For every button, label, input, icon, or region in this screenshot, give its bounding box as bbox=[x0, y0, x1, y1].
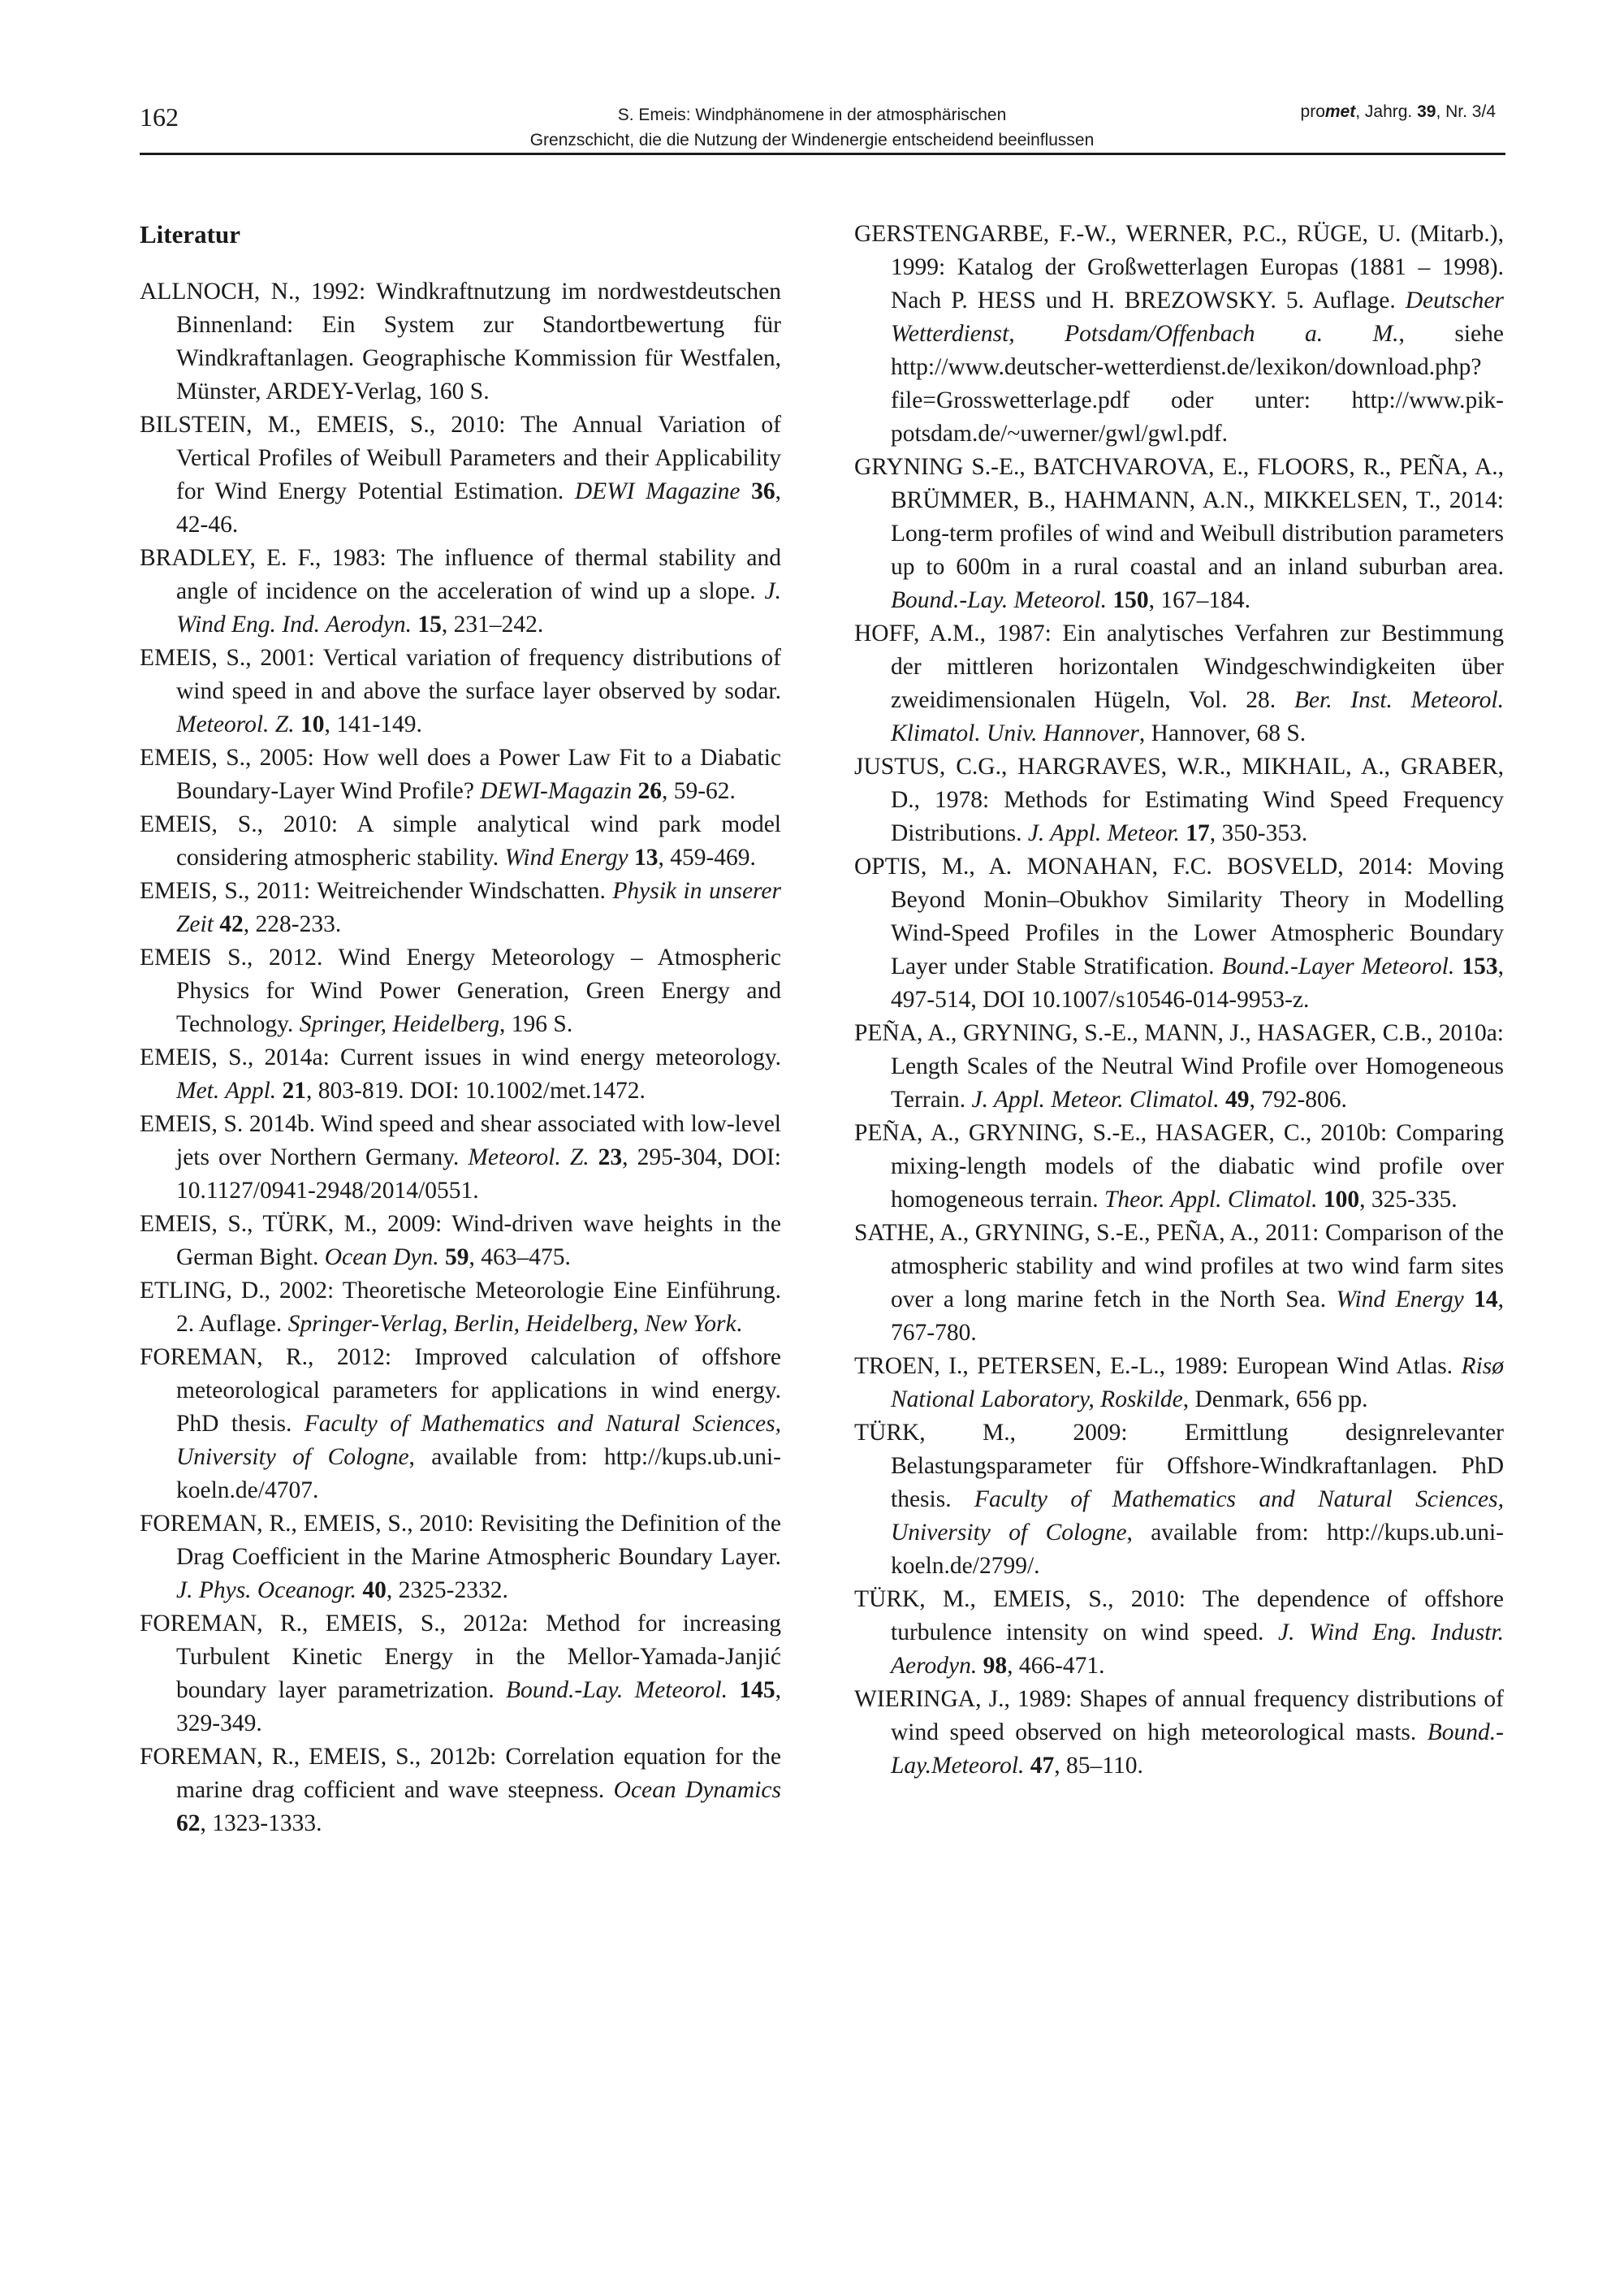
reference-pages: , 459-469. bbox=[658, 845, 756, 871]
reference-entry bbox=[140, 1208, 781, 1274]
reference-volume: 153 bbox=[1454, 953, 1498, 979]
reference-volume: 42 bbox=[213, 911, 244, 937]
reference-text: ETLING, D., 2002: Theoretische Meteorologie Eine Einführung. 2. Auflage. bbox=[140, 1278, 781, 1337]
reference-source: Risø National Laboratory, Roskilde bbox=[891, 1353, 1504, 1412]
reference-source: Bound.-Lay. Meteorol. bbox=[891, 587, 1108, 613]
reference-pages: , 196 S. bbox=[499, 1011, 573, 1037]
reference-volume: 98 bbox=[977, 1653, 1008, 1679]
reference-pages: , siehe http://www.deutscher-wetterdienst.de/lexikon/download.php?file=Grosswetterlage.pdf oder unter: http://www.pik-potsdam.de/~uwerner/gwl/gwl.pdf. bbox=[891, 321, 1504, 447]
reference-pages: , Denmark, 656 pp. bbox=[1182, 1386, 1368, 1412]
reference-volume: 100 bbox=[1317, 1187, 1360, 1213]
reference-entry bbox=[854, 451, 1504, 617]
reference-volume: 40 bbox=[356, 1577, 387, 1603]
reference-text: OPTIS, M., A. MONAHAN, F.C. BOSVELD, 2014: Moving Beyond Monin–Obukhov Similarity Theory in Modelling Wind-Speed Profiles in the Lower Atmospheric Boundary Layer under Stable Stratification. bbox=[854, 854, 1504, 979]
reference-entry bbox=[854, 1117, 1504, 1217]
reference-volume: 26 bbox=[632, 778, 662, 804]
reference-text: TÜRK, M., EMEIS, S., 2010: The dependence of offshore turbulence intensity on wind speed. bbox=[854, 1586, 1504, 1645]
reference-text: JUSTUS, C.G., HARGRAVES, W.R., MIKHAIL, A., GRABER, D., 1978: Methods for Estimating Wind Speed Frequency Distributions. bbox=[854, 754, 1504, 846]
reference-text: EMEIS, S. 2014b. Wind speed and shear associated with low-level jets over Northern Germany. bbox=[140, 1111, 781, 1170]
reference-text: EMEIS, S., 2005: How well does a Power Law Fit to a Diabatic Boundary-Layer Wind Profile? bbox=[140, 745, 781, 804]
reference-source: Faculty of Mathematics and Natural Sciences, University of Cologne bbox=[176, 1411, 781, 1470]
reference-source: Springer-Verlag, Berlin, Heidelberg, New York bbox=[287, 1311, 736, 1337]
reference-entry bbox=[140, 1041, 781, 1108]
reference-entry bbox=[140, 542, 781, 642]
reference-pages: , 466-471. bbox=[1007, 1653, 1105, 1679]
reference-pages: , 59-62. bbox=[661, 778, 736, 804]
reference-source: J. Wind Eng. Industr. Aerodyn. bbox=[891, 1619, 1504, 1679]
reference-pages: , 1323-1333. bbox=[200, 1810, 322, 1836]
reference-volume: 13 bbox=[628, 845, 659, 871]
journal-reference bbox=[1301, 102, 1496, 122]
reference-entry bbox=[854, 1583, 1504, 1683]
reference-text: BRADLEY, E. F., 1983: The influence of thermal stability and angle of incidence on the acceleration of wind up a slope. bbox=[140, 545, 781, 604]
reference-source: J. Phys. Oceanogr. bbox=[176, 1577, 357, 1603]
reference-entry bbox=[854, 1217, 1504, 1350]
reference-entry bbox=[140, 409, 781, 542]
reference-source: Wind Energy bbox=[504, 845, 628, 871]
reference-text: PEÑA, A., GRYNING, S.-E., MANN, J., HASAGER, C.B., 2010a: Length Scales of the Neutral Wind Profile over Homogeneous Terrain. bbox=[854, 1020, 1504, 1113]
reference-pages: , 295-304, DOI: 10.1127/0941-2948/2014/0551. bbox=[176, 1144, 781, 1204]
reference-entry bbox=[854, 1416, 1504, 1583]
reference-entry bbox=[140, 1607, 781, 1740]
reference-text: BILSTEIN, M., EMEIS, S., 2010: The Annual Variation of Vertical Profiles of Weibull Parameters and their Applicability for Wind Energy Potential Estimation. bbox=[140, 412, 781, 504]
reference-volume: 15 bbox=[412, 612, 442, 638]
reference-pages: . bbox=[736, 1311, 742, 1337]
reference-volume: 49 bbox=[1219, 1087, 1250, 1113]
reference-text: TÜRK, M., 2009: Ermittlung designrelevanter Belastungsparameter für Offshore-Windkraftanlagen. PhD thesis. bbox=[854, 1420, 1504, 1512]
reference-pages: , 141-149. bbox=[324, 711, 422, 737]
reference-pages: , available from: http://kups.ub.uni-koeln.de/2799/. bbox=[891, 1520, 1505, 1579]
reference-pages: , 463–475. bbox=[469, 1244, 571, 1270]
reference-text: FOREMAN, R., EMEIS, S., 2010: Revisiting the Definition of the Drag Coefficient in the Marine Atmospheric Boundary Layer. bbox=[140, 1511, 781, 1570]
reference-source: Springer, Heidelberg bbox=[299, 1011, 500, 1037]
reference-text: PEÑA, A., GRYNING, S.-E., HASAGER, C., 2010b: Comparing mixing-length models of the diabatic wind profile over homogeneous terrain. bbox=[854, 1120, 1504, 1213]
reference-entry bbox=[140, 275, 781, 409]
reference-source: Deutscher Wetterdienst, Potsdam/Offenbach a. M. bbox=[891, 288, 1504, 347]
reference-volume: 36 bbox=[740, 478, 775, 504]
header-divider bbox=[140, 153, 1505, 155]
reference-source: Bound.-Lay. Meteorol. bbox=[505, 1677, 728, 1703]
reference-source: Wind Energy bbox=[1336, 1286, 1464, 1312]
reference-entry bbox=[140, 1274, 781, 1341]
reference-text: EMEIS, S., 2010: A simple analytical wind park model considering atmospheric stability. bbox=[140, 811, 781, 871]
reference-pages: , 329-349. bbox=[176, 1677, 781, 1736]
reference-pages: , Hannover, 68 S. bbox=[1138, 720, 1307, 746]
journal-name-emphasis: met bbox=[1324, 102, 1356, 121]
reference-entry bbox=[140, 1108, 781, 1208]
page-header bbox=[0, 0, 1624, 162]
reference-source: Theor. Appl. Climatol. bbox=[1104, 1187, 1318, 1213]
reference-entry bbox=[140, 1740, 781, 1840]
reference-pages: , 228-233. bbox=[243, 911, 342, 937]
reference-entry bbox=[140, 1341, 781, 1507]
reference-text: FOREMAN, R., EMEIS, S., 2012b: Correlation equation for the marine drag cofficient and wave steepness. bbox=[140, 1744, 781, 1803]
reference-entry bbox=[140, 742, 781, 808]
reference-list-right bbox=[854, 218, 1504, 1783]
reference-text: WIERINGA, J., 1989: Shapes of annual frequency distributions of wind speed observed on high meteorological masts. bbox=[854, 1686, 1504, 1745]
reference-source: Meteorol. Z. bbox=[468, 1144, 590, 1170]
reference-source: DEWI-Magazin bbox=[480, 778, 633, 804]
section-heading: Literatur bbox=[140, 220, 240, 249]
reference-pages: , available from: http://kups.ub.uni-koeln.de/4707. bbox=[176, 1444, 782, 1503]
reference-source: Physik in unserer Zeit bbox=[176, 878, 781, 937]
reference-volume: 10 bbox=[294, 711, 325, 737]
reference-text: EMEIS, S., 2011: Weitreichender Windschatten. bbox=[140, 878, 613, 904]
reference-text: GRYNING S.-E., BATCHVAROVA, E., FLOORS, R., PEÑA, A., BRÜMMER, B., HAHMANN, A.N., MIKKELSEN, T., 2014: Long-term profiles of wind and Weibull distribution parameters up to 600m in a rural coastal and an inland suburban area. bbox=[854, 454, 1504, 580]
reference-list-left bbox=[140, 275, 781, 1840]
reference-pages: , 42-46. bbox=[176, 478, 781, 538]
reference-volume: 23 bbox=[589, 1144, 623, 1170]
reference-text: EMEIS S., 2012. Wind Energy Meteorology – Atmospheric Physics for Wind Power Generation, Green Energy and Technology. bbox=[140, 945, 781, 1037]
reference-source: Faculty of Mathematics and Natural Sciences, University of Cologne bbox=[891, 1486, 1505, 1546]
reference-pages: , 497-514, DOI 10.1007/s10546-014-9953-z. bbox=[891, 953, 1504, 1013]
reference-volume: 62 bbox=[176, 1810, 201, 1836]
journal-volume-label: , Jahrg. bbox=[1355, 102, 1418, 121]
reference-pages: , 2325-2332. bbox=[386, 1577, 508, 1603]
reference-source: J. Appl. Meteor. Climatol. bbox=[971, 1087, 1220, 1113]
journal-name-prefix: pro bbox=[1300, 102, 1325, 121]
reference-entry bbox=[854, 1017, 1504, 1117]
journal-volume: 39 bbox=[1417, 102, 1436, 121]
reference-volume: 14 bbox=[1463, 1286, 1498, 1312]
reference-volume: 21 bbox=[276, 1078, 307, 1104]
running-title-line-1: S. Emeis: Windphänomene in der atmosphärischen bbox=[617, 106, 1007, 124]
reference-pages: , 767-780. bbox=[891, 1286, 1504, 1346]
reference-source: Ocean Dynamics bbox=[613, 1777, 781, 1803]
reference-text: HOFF, A.M., 1987: Ein analytisches Verfahren zur Bestimmung der mittleren horizontalen Windgeschwindigkeiten über zweidimensionalen Hügeln, Vol. 28. bbox=[854, 620, 1504, 713]
reference-source: Ocean Dyn. bbox=[324, 1244, 439, 1270]
reference-text: FOREMAN, R., EMEIS, S., 2012a: Method for increasing Turbulent Kinetic Energy in the Mellor-Yamada-Janjić boundary layer parametrization. bbox=[140, 1611, 781, 1703]
reference-pages: , 85–110. bbox=[1054, 1753, 1143, 1779]
reference-volume: 17 bbox=[1179, 820, 1210, 846]
page-number: 162 bbox=[140, 102, 179, 132]
reference-text: GERSTENGARBE, F.-W., WERNER, P.C., RÜGE, U. (Mitarb.), 1999: Katalog der Großwetterlagen Europas (1881 – 1998). Nach P. HESS und H. BREZOWSKY. 5. Auflage. bbox=[854, 221, 1504, 313]
reference-text: EMEIS, S., TÜRK, M., 2009: Wind-driven wave heights in the German Bight. bbox=[140, 1211, 781, 1270]
reference-volume: 47 bbox=[1024, 1753, 1055, 1779]
reference-entry bbox=[854, 750, 1504, 850]
reference-text: EMEIS, S., 2001: Vertical variation of frequency distributions of wind speed in and above the surface layer observed by sodar. bbox=[140, 645, 781, 704]
reference-entry bbox=[854, 1350, 1504, 1416]
reference-volume: 59 bbox=[438, 1244, 469, 1270]
reference-entry bbox=[854, 617, 1504, 750]
reference-pages: , 167–184. bbox=[1148, 587, 1251, 613]
left-column bbox=[140, 218, 781, 1840]
reference-entry bbox=[140, 941, 781, 1041]
reference-entry bbox=[854, 850, 1504, 1017]
reference-text: EMEIS, S., 2014a: Current issues in wind energy meteorology. bbox=[140, 1044, 781, 1070]
reference-source: DEWI Magazine bbox=[574, 478, 741, 504]
reference-source: Met. Appl. bbox=[176, 1078, 277, 1104]
reference-entry bbox=[854, 1683, 1504, 1783]
reference-entry bbox=[140, 808, 781, 875]
reference-pages: , 803-819. DOI: 10.1002/met.1472. bbox=[306, 1078, 646, 1104]
reference-entry bbox=[140, 875, 781, 941]
reference-pages: , 792-806. bbox=[1249, 1087, 1347, 1113]
running-title bbox=[455, 102, 1169, 153]
reference-source: J. Wind Eng. Ind. Aerodyn. bbox=[176, 578, 781, 638]
reference-source: J. Appl. Meteor. bbox=[1027, 820, 1180, 846]
reference-volume: 150 bbox=[1107, 587, 1149, 613]
reference-text: FOREMAN, R., 2012: Improved calculation of offshore meteorological parameters for applications in wind energy. PhD thesis. bbox=[140, 1344, 781, 1437]
reference-source: Bound.-Layer Meteorol. bbox=[1221, 953, 1455, 979]
reference-volume: 145 bbox=[728, 1677, 775, 1703]
reference-entry bbox=[140, 1507, 781, 1607]
reference-pages: , 350-353. bbox=[1209, 820, 1308, 846]
reference-source: Meteorol. Z. bbox=[176, 711, 295, 737]
reference-text: TROEN, I., PETERSEN, E.-L., 1989: European Wind Atlas. bbox=[854, 1353, 1462, 1379]
right-column bbox=[854, 218, 1504, 1783]
journal-issue: , Nr. 3/4 bbox=[1436, 102, 1496, 121]
running-title-line-2: Grenzschicht, die die Nutzung der Windenergie entscheidend beeinflussen bbox=[529, 131, 1095, 149]
reference-entry bbox=[854, 218, 1504, 451]
reference-text: ALLNOCH, N., 1992: Windkraftnutzung im nordwestdeutschen Binnenland: Ein System zur Standortbewertung für Windkraftanlagen. Geographische Kommission für Westfalen, Münster, ARDEY-Verlag, 160 S. bbox=[140, 279, 781, 404]
reference-pages: , 231–242. bbox=[441, 612, 544, 638]
reference-entry bbox=[140, 642, 781, 742]
reference-pages: , 325-335. bbox=[1359, 1187, 1458, 1213]
reference-source: Bound.-Lay.Meteorol. bbox=[891, 1719, 1504, 1779]
reference-source: Ber. Inst. Meteorol. Klimatol. Univ. Hannover bbox=[891, 687, 1504, 746]
reference-text: SATHE, A., GRYNING, S.-E., PEÑA, A., 2011: Comparison of the atmospheric stability and wind profiles at two wind farm sites over a long marine fetch in the North Sea. bbox=[854, 1220, 1504, 1312]
